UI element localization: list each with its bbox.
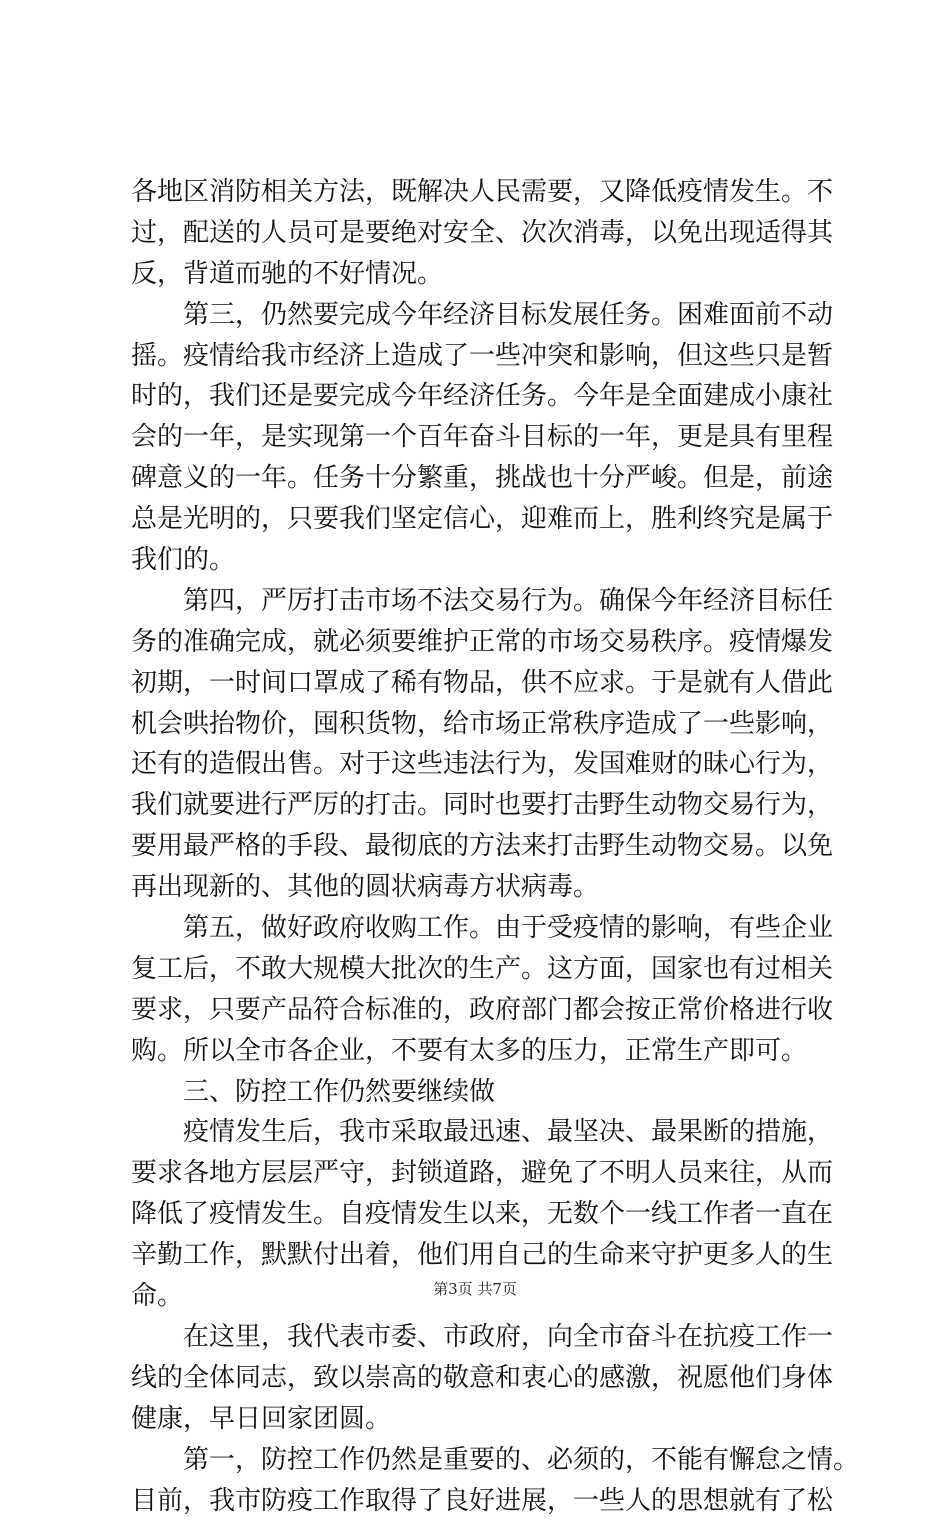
text-line: 第五，做好政府收购工作。由于受疫情的影响，有些企业	[131, 908, 851, 949]
text-line: 各地区消防相关方法，既解决人民需要，又降低疫情发生。不	[131, 172, 851, 213]
text-line: 初期，一时间口罩成了稀有物品，供不应求。于是就有人借此	[131, 663, 851, 704]
text-line: 还有的造假出售。对于这些违法行为，发国难财的昧心行为，	[131, 744, 851, 785]
text-line: 摇。疫情给我市经济上造成了一些冲突和影响，但这些只是暂	[131, 336, 851, 377]
text-line: 我们就要进行严厉的打击。同时也要打击野生动物交易行为，	[131, 785, 851, 826]
text-line: 第三，仍然要完成今年经济目标发展任务。困难面前不动	[131, 295, 851, 336]
text-line: 务的准确完成，就必须要维护正常的市场交易秩序。疫情爆发	[131, 622, 851, 663]
text-line: 机会哄抬物价，囤积货物，给市场正常秩序造成了一些影响，	[131, 704, 851, 745]
text-line: 辛勤工作，默默付出着，他们用自己的生命来守护更多人的生	[131, 1235, 851, 1276]
text-line: 第四，严厉打击市场不法交易行为。确保今年经济目标任	[131, 581, 851, 622]
text-line: 复工后，不敢大规模大批次的生产。这方面，国家也有过相关	[131, 949, 851, 990]
text-line: 命。	[131, 1276, 851, 1317]
text-line: 目前，我市防疫工作取得了良好进展，一些人的思想就有了松	[131, 1481, 851, 1521]
text-line: 碑意义的一年。任务十分繁重，挑战也十分严峻。但是，前途	[131, 458, 851, 499]
page-footer: 第3页 共7页	[0, 1278, 950, 1299]
text-line: 反，背道而驰的不好情况。	[131, 254, 851, 295]
text-line: 购。所以全市各企业，不要有太多的压力，正常生产即可。	[131, 1031, 851, 1072]
text-line: 再出现新的、其他的圆状病毒方状病毒。	[131, 867, 851, 908]
text-line: 降低了疫情发生。自疫情发生以来，无数个一线工作者一直在	[131, 1194, 851, 1235]
text-line: 会的一年，是实现第一个百年奋斗目标的一年，更是具有里程	[131, 417, 851, 458]
text-line: 第一，防控工作仍然是重要的、必须的，不能有懈怠之情。	[131, 1440, 851, 1481]
text-line: 线的全体同志，致以崇高的敬意和衷心的感激，祝愿他们身体	[131, 1358, 851, 1399]
text-line: 过，配送的人员可是要绝对安全、次次消毒，以免出现适得其	[131, 213, 851, 254]
text-line: 三、防控工作仍然要继续做	[131, 1072, 851, 1113]
text-line: 要用最严格的手段、最彻底的方法来打击野生动物交易。以免	[131, 826, 851, 867]
document-body	[131, 172, 851, 1521]
text-line: 要求各地方层层严守，封锁道路，避免了不明人员来往，从而	[131, 1153, 851, 1194]
text-line: 总是光明的，只要我们坚定信心，迎难而上，胜利终究是属于	[131, 499, 851, 540]
text-line: 时的，我们还是要完成今年经济任务。今年是全面建成小康社	[131, 376, 851, 417]
text-line: 我们的。	[131, 540, 851, 581]
text-line: 在这里，我代表市委、市政府，向全市奋斗在抗疫工作一	[131, 1317, 851, 1358]
text-line: 疫情发生后，我市采取最迅速、最坚决、最果断的措施，	[131, 1112, 851, 1153]
text-line: 要求，只要产品符合标准的，政府部门都会按正常价格进行收	[131, 990, 851, 1031]
text-line: 健康，早日回家团圆。	[131, 1399, 851, 1440]
